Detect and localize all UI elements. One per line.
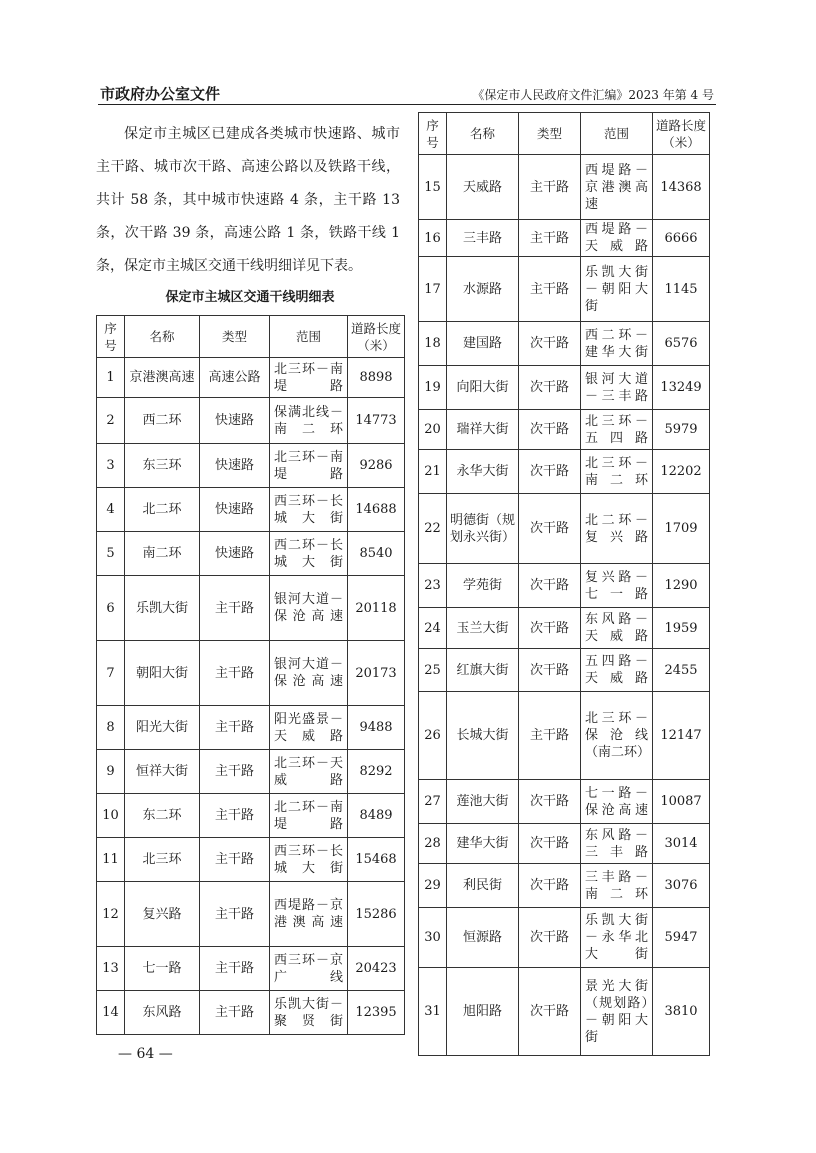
cell-name: 玉兰大街 <box>447 608 519 649</box>
cell-no: 8 <box>97 706 125 750</box>
cell-range: 北三环－南二环 <box>581 450 653 494</box>
cell-length: 5947 <box>653 908 710 968</box>
col-header-no: 序号 <box>419 113 447 155</box>
cell-length: 15286 <box>348 882 405 947</box>
col-header-name: 名称 <box>125 316 200 358</box>
cell-no: 29 <box>419 864 447 908</box>
cell-range: 乐凯大街－永华北大街 <box>581 908 653 968</box>
cell-length: 6576 <box>653 322 710 366</box>
cell-type: 次干路 <box>519 824 581 864</box>
cell-type: 次干路 <box>519 968 581 1056</box>
cell-type: 次干路 <box>519 322 581 366</box>
cell-name: 永华大街 <box>447 450 519 494</box>
cell-length: 12395 <box>348 991 405 1035</box>
col-header-range: 范围 <box>581 113 653 155</box>
cell-no: 13 <box>97 947 125 991</box>
table-row <box>419 322 710 366</box>
cell-no: 11 <box>97 838 125 882</box>
table-row <box>419 366 710 410</box>
cell-range: 五四路－天威路 <box>581 649 653 692</box>
table-row <box>419 608 710 649</box>
cell-length: 20173 <box>348 641 405 706</box>
cell-length: 3076 <box>653 864 710 908</box>
cell-range: 景光大街（规划路）－朝阳大街 <box>581 968 653 1056</box>
cell-range: 北三环－南堤路 <box>270 358 348 398</box>
cell-type: 次干路 <box>519 366 581 410</box>
cell-range: 七一路－保沧高速 <box>581 780 653 824</box>
cell-length: 1709 <box>653 494 710 564</box>
cell-range: 北二环－南堤路 <box>270 794 348 838</box>
cell-name: 北二环 <box>125 488 200 532</box>
cell-no: 27 <box>419 780 447 824</box>
table-row <box>419 908 710 968</box>
cell-no: 23 <box>419 564 447 608</box>
cell-length: 3014 <box>653 824 710 864</box>
cell-range: 银河大道－保沧高速 <box>270 641 348 706</box>
cell-no: 9 <box>97 750 125 794</box>
table-row <box>419 257 710 322</box>
arterial-table-right <box>418 112 710 1056</box>
cell-name: 利民街 <box>447 864 519 908</box>
cell-no: 15 <box>419 155 447 220</box>
cell-range: 阳光盛景－天威路 <box>270 706 348 750</box>
table-row <box>97 358 405 398</box>
cell-name: 北三环 <box>125 838 200 882</box>
cell-type: 次干路 <box>519 780 581 824</box>
cell-range: 西堤路－京港澳高速 <box>270 882 348 947</box>
cell-range: 银河大道－保沧高速 <box>270 576 348 641</box>
table-row <box>97 882 405 947</box>
table-row <box>97 991 405 1035</box>
table-row <box>419 410 710 450</box>
table-row <box>419 864 710 908</box>
table-row <box>97 794 405 838</box>
cell-no: 30 <box>419 908 447 968</box>
cell-name: 恒祥大街 <box>125 750 200 794</box>
cell-name: 南二环 <box>125 532 200 576</box>
cell-no: 7 <box>97 641 125 706</box>
cell-name: 学苑街 <box>447 564 519 608</box>
cell-type: 主干路 <box>200 706 270 750</box>
cell-name: 旭阳路 <box>447 968 519 1056</box>
cell-no: 10 <box>97 794 125 838</box>
cell-type: 快速路 <box>200 532 270 576</box>
cell-no: 28 <box>419 824 447 864</box>
cell-no: 19 <box>419 366 447 410</box>
cell-name: 瑞祥大街 <box>447 410 519 450</box>
cell-length: 14368 <box>653 155 710 220</box>
cell-no: 17 <box>419 257 447 322</box>
table-row <box>419 220 710 257</box>
cell-no: 16 <box>419 220 447 257</box>
table-row <box>97 398 405 444</box>
table-row <box>419 450 710 494</box>
cell-no: 6 <box>97 576 125 641</box>
cell-type: 快速路 <box>200 488 270 532</box>
cell-type: 主干路 <box>200 641 270 706</box>
cell-name: 红旗大街 <box>447 649 519 692</box>
cell-name: 水源路 <box>447 257 519 322</box>
cell-no: 3 <box>97 444 125 488</box>
cell-no: 24 <box>419 608 447 649</box>
cell-length: 1145 <box>653 257 710 322</box>
table-row <box>97 576 405 641</box>
cell-length: 1290 <box>653 564 710 608</box>
cell-range: 北三环－五四路 <box>581 410 653 450</box>
cell-length: 20118 <box>348 576 405 641</box>
table-row <box>419 155 710 220</box>
cell-name: 朝阳大街 <box>125 641 200 706</box>
cell-type: 主干路 <box>200 882 270 947</box>
cell-type: 主干路 <box>200 947 270 991</box>
cell-range: 西三环－长城大街 <box>270 488 348 532</box>
cell-range: 北二环－复兴路 <box>581 494 653 564</box>
cell-length: 2455 <box>653 649 710 692</box>
cell-length: 14773 <box>348 398 405 444</box>
cell-range: 北三环－保沧线（南二环） <box>581 692 653 780</box>
cell-length: 9286 <box>348 444 405 488</box>
table-row <box>419 968 710 1056</box>
cell-no: 4 <box>97 488 125 532</box>
col-header-type: 类型 <box>200 316 270 358</box>
cell-range: 西堤路－京港澳高速 <box>581 155 653 220</box>
col-header-no: 序号 <box>97 316 125 358</box>
cell-type: 主干路 <box>200 991 270 1035</box>
cell-name: 三丰路 <box>447 220 519 257</box>
cell-range: 复兴路－七一路 <box>581 564 653 608</box>
cell-name: 乐凯大街 <box>125 576 200 641</box>
cell-no: 2 <box>97 398 125 444</box>
cell-type: 次干路 <box>519 649 581 692</box>
cell-no: 22 <box>419 494 447 564</box>
cell-length: 1959 <box>653 608 710 649</box>
cell-name: 东风路 <box>125 991 200 1035</box>
cell-range: 北三环－南堤路 <box>270 444 348 488</box>
cell-name: 复兴路 <box>125 882 200 947</box>
cell-no: 12 <box>97 882 125 947</box>
cell-length: 9488 <box>348 706 405 750</box>
col-header-length: 道路长度（米） <box>348 316 405 358</box>
table-row <box>419 494 710 564</box>
table-row <box>419 824 710 864</box>
cell-range: 西三环－长城大街 <box>270 838 348 882</box>
table-row <box>419 649 710 692</box>
cell-type: 主干路 <box>200 838 270 882</box>
cell-range: 保满北线－南二环 <box>270 398 348 444</box>
cell-range: 西二环－建华大街 <box>581 322 653 366</box>
table-row <box>97 641 405 706</box>
cell-type: 快速路 <box>200 398 270 444</box>
cell-name: 建华大街 <box>447 824 519 864</box>
cell-no: 26 <box>419 692 447 780</box>
cell-type: 次干路 <box>519 608 581 649</box>
cell-no: 31 <box>419 968 447 1056</box>
cell-range: 西堤路－天威路 <box>581 220 653 257</box>
cell-name: 天威路 <box>447 155 519 220</box>
cell-length: 14688 <box>348 488 405 532</box>
cell-type: 高速公路 <box>200 358 270 398</box>
cell-length: 10087 <box>653 780 710 824</box>
cell-no: 14 <box>97 991 125 1035</box>
col-header-range: 范围 <box>270 316 348 358</box>
cell-length: 8292 <box>348 750 405 794</box>
page-number: — 64 — <box>118 1046 173 1062</box>
table-row <box>419 564 710 608</box>
cell-type: 次干路 <box>519 864 581 908</box>
cell-range: 乐凯大街－朝阳大街 <box>581 257 653 322</box>
table-row <box>97 947 405 991</box>
cell-type: 次干路 <box>519 494 581 564</box>
cell-name: 莲池大街 <box>447 780 519 824</box>
cell-no: 21 <box>419 450 447 494</box>
col-header-name: 名称 <box>447 113 519 155</box>
cell-type: 次干路 <box>519 450 581 494</box>
cell-name: 向阳大街 <box>447 366 519 410</box>
cell-length: 12202 <box>653 450 710 494</box>
table-row <box>97 750 405 794</box>
col-header-length: 道路长度（米） <box>653 113 710 155</box>
cell-type: 次干路 <box>519 908 581 968</box>
cell-type: 主干路 <box>200 794 270 838</box>
cell-name: 建国路 <box>447 322 519 366</box>
cell-name: 西二环 <box>125 398 200 444</box>
cell-range: 三丰路－南二环 <box>581 864 653 908</box>
cell-type: 次干路 <box>519 410 581 450</box>
arterial-table-left <box>96 315 405 1035</box>
cell-no: 25 <box>419 649 447 692</box>
cell-length: 8540 <box>348 532 405 576</box>
header-publication: 《保定市人民政府文件汇编》2023 年第 4 号 <box>472 88 714 102</box>
cell-length: 5979 <box>653 410 710 450</box>
cell-range: 银河大道－三丰路 <box>581 366 653 410</box>
table-row <box>419 692 710 780</box>
cell-name: 阳光大街 <box>125 706 200 750</box>
cell-length: 3810 <box>653 968 710 1056</box>
col-header-type: 类型 <box>519 113 581 155</box>
cell-type: 主干路 <box>519 155 581 220</box>
cell-name: 恒源路 <box>447 908 519 968</box>
cell-length: 12147 <box>653 692 710 780</box>
table-row <box>97 444 405 488</box>
header-rule <box>98 104 716 105</box>
cell-length: 8489 <box>348 794 405 838</box>
cell-name: 长城大街 <box>447 692 519 780</box>
cell-type: 主干路 <box>200 750 270 794</box>
cell-length: 6666 <box>653 220 710 257</box>
table-row <box>97 706 405 750</box>
cell-range: 西三环－京广线 <box>270 947 348 991</box>
cell-range: 东风路－三丰路 <box>581 824 653 864</box>
cell-range: 乐凯大街－聚贤街 <box>270 991 348 1035</box>
cell-length: 13249 <box>653 366 710 410</box>
cell-name: 京港澳高速 <box>125 358 200 398</box>
cell-range: 西二环－长城大街 <box>270 532 348 576</box>
cell-name: 七一路 <box>125 947 200 991</box>
table-row <box>97 488 405 532</box>
table-row <box>97 838 405 882</box>
cell-type: 主干路 <box>519 220 581 257</box>
cell-length: 8898 <box>348 358 405 398</box>
cell-range: 东风路－天威路 <box>581 608 653 649</box>
cell-no: 1 <box>97 358 125 398</box>
cell-type: 主干路 <box>519 257 581 322</box>
cell-type: 快速路 <box>200 444 270 488</box>
cell-name: 东二环 <box>125 794 200 838</box>
cell-length: 15468 <box>348 838 405 882</box>
cell-name: 明德街（规划永兴街） <box>447 494 519 564</box>
cell-no: 5 <box>97 532 125 576</box>
cell-type: 主干路 <box>200 576 270 641</box>
cell-range: 北三环－天威路 <box>270 750 348 794</box>
table-row <box>97 532 405 576</box>
header-title: 市政府办公室文件 <box>100 85 221 103</box>
cell-type: 次干路 <box>519 564 581 608</box>
cell-no: 18 <box>419 322 447 366</box>
cell-type: 主干路 <box>519 692 581 780</box>
table-title: 保定市主城区交通干线明细表 <box>165 290 335 305</box>
table-row <box>419 780 710 824</box>
cell-no: 20 <box>419 410 447 450</box>
cell-name: 东三环 <box>125 444 200 488</box>
intro-paragraph: 保定市主城区已建成各类城市快速路、城市主干路、城市次干路、高速公路以及铁路干线，共计 58 条，其中城市快速路 4 条，主干路 13 条，次干路 39 条，高速公路 1 条，铁路干线 1 条，保定市主城区交通干线明细详见下表。 <box>96 126 400 274</box>
cell-length: 20423 <box>348 947 405 991</box>
